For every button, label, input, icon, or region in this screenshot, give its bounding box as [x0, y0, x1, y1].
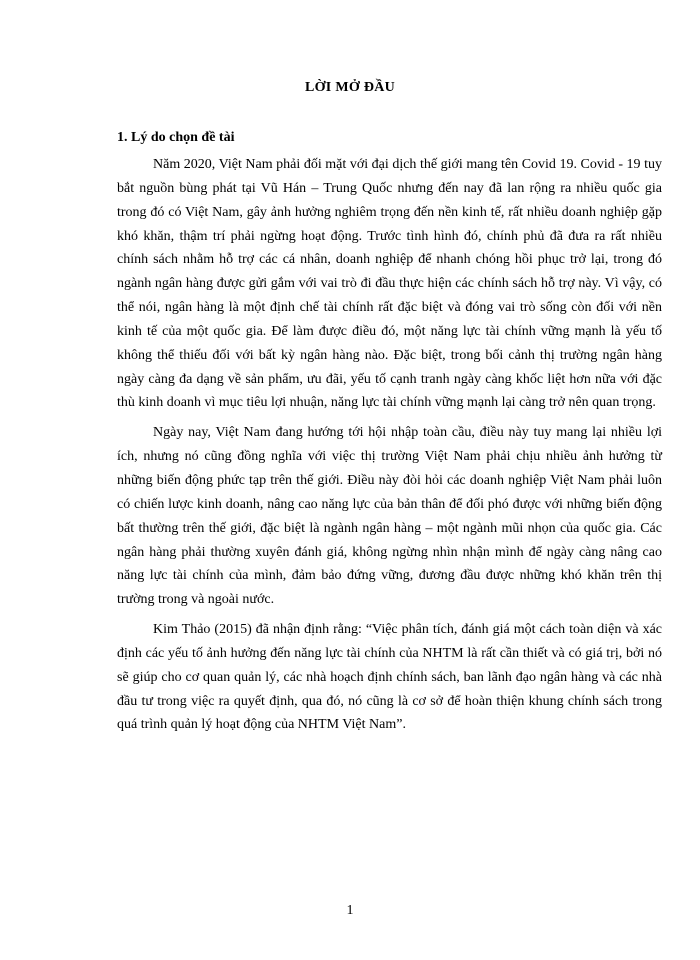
section-heading: 1. Lý do chọn đề tài: [117, 130, 235, 145]
paragraph: Ngày nay, Việt Nam đang hướng tới hội nhập toàn cầu, điều này tuy mang lại nhiều lợi ích, nhưng nó cũng đồng nghĩa với việc thị trường Việt Nam phải chịu nhiều ảnh hưởng từ những biến động phức tạp trên thế giới. Điều này đòi hỏi các doanh nghiệp Việt Nam phải luôn có chiến lược kinh doanh, nâng cao năng lực của bản thân để đối phó được với những biến động bất thường trên thế giới, đặc biệt là ngành ngân hàng – một ngành mũi nhọn của quốc gia. Các ngân hàng phải thường xuyên đánh giá, không ngừng nhìn nhận mình để ngày càng nâng cao năng lực tài chính của mình, đảm bảo đứng vững, đương đầu được những khó khăn trên thị trường trong và ngoài nước.: [117, 425, 662, 608]
paragraph: Năm 2020, Việt Nam phải đối mặt với đại dịch thế giới mang tên Covid 19. Covid - 19 tuy bắt nguồn bùng phát tại Vũ Hán – Trung Quốc nhưng đến nay đã lan rộng ra nhiều quốc gia trong đó có Việt Nam, gây ảnh hưởng nghiêm trọng đến nền kinh tế, rất nhiều doanh nghiệp gặp khó khăn, thậm trí phải ngừng hoạt động. Trước tình hình đó, chính phủ đã đưa ra rất nhiều chính sách nhằm hỗ trợ các cá nhân, doanh nghiệp để nhanh chóng hồi phục trở lại, trong đó ngành ngân hàng được gửi gắm với vai trò đi đầu thực hiện các chính sách hỗ trợ này. Vì vậy, có thể nói, ngân hàng là một định chế tài chính rất đặc biệt và đóng vai trò sống còn đối với nền kinh tế của một quốc gia. Để làm được điều đó, một năng lực tài chính vững mạnh là yếu tố không thể thiếu đối với bất kỳ ngân hàng nào. Đặc biệt, trong bối cảnh thị trường ngân hàng ngày càng đa dạng về sản phẩm, ưu đãi, yếu tố cạnh tranh ngày càng khốc liệt hơn nữa với đặc thù kinh doanh vì mục tiêu lợi nhuận, năng lực tài chính vững mạnh lại càng trở nên quan trọng.: [117, 157, 662, 411]
page-number: 1: [346, 903, 354, 918]
paragraph: Kim Thảo (2015) đã nhận định rằng: “Việc phân tích, đánh giá một cách toàn diện và xác định các yếu tố ảnh hưởng đến năng lực tài chính của NHTM là rất cần thiết và có giá trị, bởi nó sẽ giúp cho cơ quan quản lý, các nhà hoạch định chính sách, ban lãnh đạo ngân hàng và các nhà đầu tư trong việc ra quyết định, qua đó, nó cũng là cơ sở để hoàn thiện khung chính sách trong quá trình quản lý hoạt động của NHTM Việt Nam”.: [117, 622, 662, 733]
page-title: LỜI MỞ ĐẦU: [304, 80, 396, 95]
body-text: [117, 153, 662, 743]
